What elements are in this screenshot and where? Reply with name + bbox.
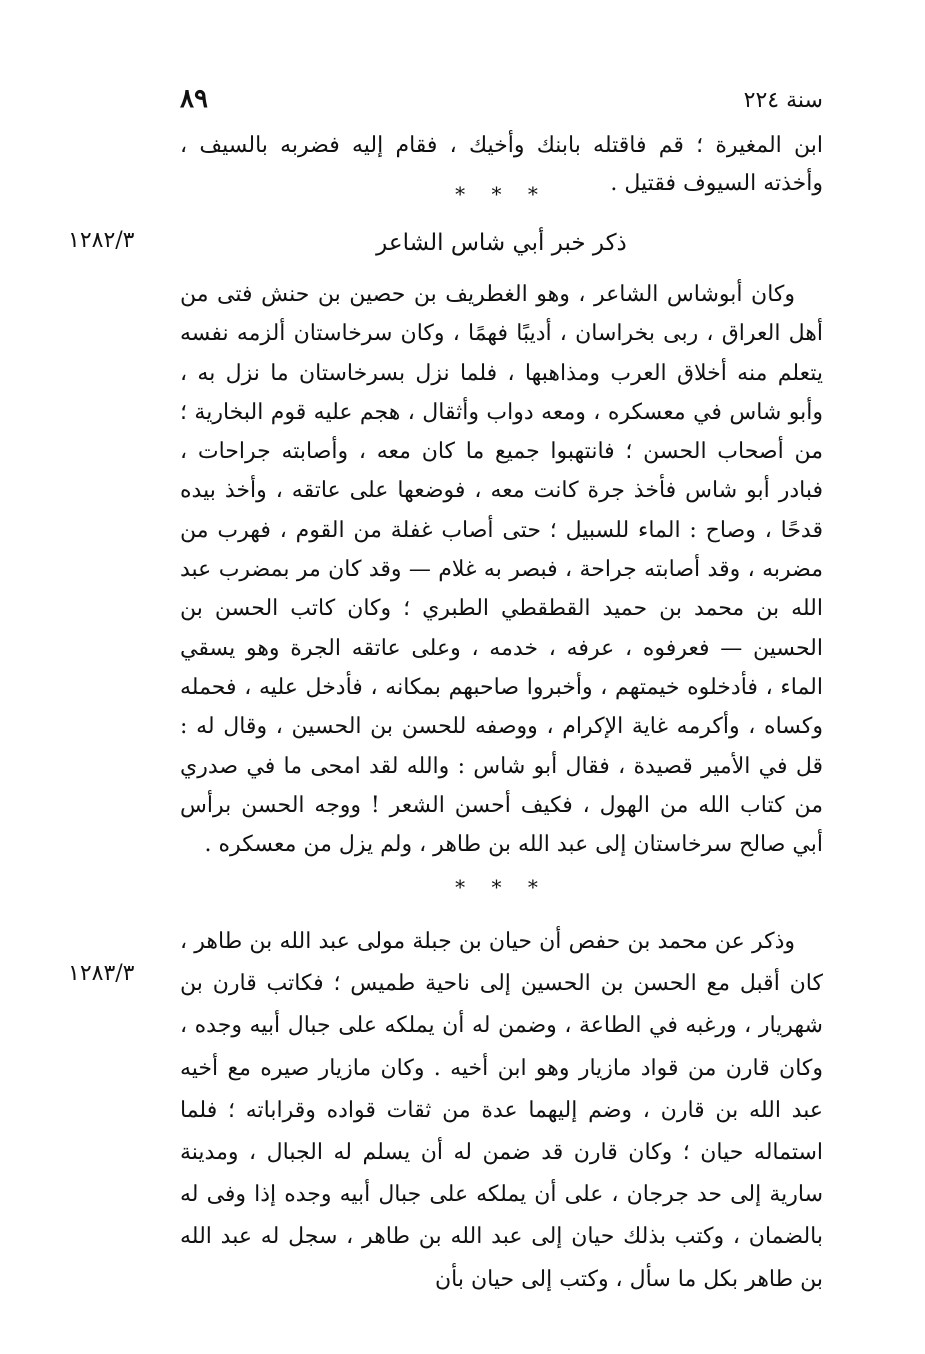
abu-shas-paragraph-text: وكان أبوشاس الشاعر ، وهو الغطريف بن حصين بن حنش فتى من أهل العراق ، ربى بخراسان ، أديبًا فهمًا ، وكان سرخاستان ألزمه نفسه يتعلم منه أخلاق العرب ومذاهبها ، فلما نزل بسرخاستان ما نزل به ، وأبو شاس في معسكره ، ومعه دواب وأثقال ، هجم عليه قوم البخارية ؛ من أصحاب الحسن ؛ فانتهبوا جميع ما كان معه ، وأصابته جراحات ، فبادر أبو شاس فأخذ جرة كانت معه ، فوضعها على عاتقه ، وأخذ بيده قدحًا ، وصاح : الماء للسبيل ؛ حتى أصاب غفلة من القوم ، فهرب من مضربه ، وقد أصابته جراحة ، فبصر به غلام — وقد كان مر بمضرب عبد الله بن محمد بن حميد القطقطي الطبري ؛ وكان كاتب الحسن بن الحسين — فعرفوه ، عرفه ، خدمه ، وعلى عاتقه الجرة وهو يسقي الماء ، فأدخلوه خيمتهم ، وأخبروا صاحبهم بمكانه ، فأدخل عليه ، فحمله وكساه ، وأكرمه غاية الإكرام ، ووصفه للحسن بن الحسين ، وقال له : قل في الأمير قصيدة ، فقال أبو شاس : والله لقد امحى ما في صدري من كتاب الله من الهول ، فكيف أحسن الشعر ! ووجه الحسن برأس أبي صالح سرخاستان إلى عبد الله بن طاهر ، ولم يزل من معسكره . xyxy=(180,282,823,858)
margin-date-first: ١٢٨٢/٣ xyxy=(68,228,135,253)
section-separator-top: * * * xyxy=(455,182,548,206)
year-header: سنة ٢٢٤ xyxy=(743,88,823,113)
hayyan-paragraph-text: وذكر عن محمد بن حفص أن حيان بن جبلة مولى عبد الله بن طاهر ، كان أقبل مع الحسن بن الحسين إلى ناحية طميس ؛ فكاتب قارن بن شهريار ، ورغبه في الطاعة ، وضمن له أن يملكه على جبال أبيه وجده ، وكان قارن من قواد مازيار وهو ابن أخيه . وكان مازيار صيره مع أخيه عبد الله بن قارن ، وضم إليهما عدة من ثقات قواده وقراباته ؛ فلما استماله حيان ؛ وكان قارن قد ضمن له أن يسلم له الجبال ، ومدينة سارية إلى حد جرجان ، على أن يملكه على جبال أبيه وجده إذا وفى له بالضمان ، وكتب بذلك حيان إلى عبد الله بن طاهر ، سجل له عبد الله بن طاهر بكل ما سأل ، وكتب إلى حيان بأن xyxy=(180,929,823,1292)
section-title: ذكر خبر أبي شاس الشاعر xyxy=(376,230,627,256)
page-number: ٨٩ xyxy=(180,84,208,114)
section-separator-bottom: * * * xyxy=(455,875,548,899)
hayyan-paragraph xyxy=(180,921,823,1292)
abu-shas-paragraph xyxy=(180,275,823,865)
margin-date-second: ١٢٨٣/٣ xyxy=(68,961,135,986)
opening-paragraph-text: ابن المغيرة ؛ قم فاقتله بابنك وأخيك ، فقام إليه فضربه بالسيف ، وأخذته السيوف فقتيل . xyxy=(180,133,823,196)
